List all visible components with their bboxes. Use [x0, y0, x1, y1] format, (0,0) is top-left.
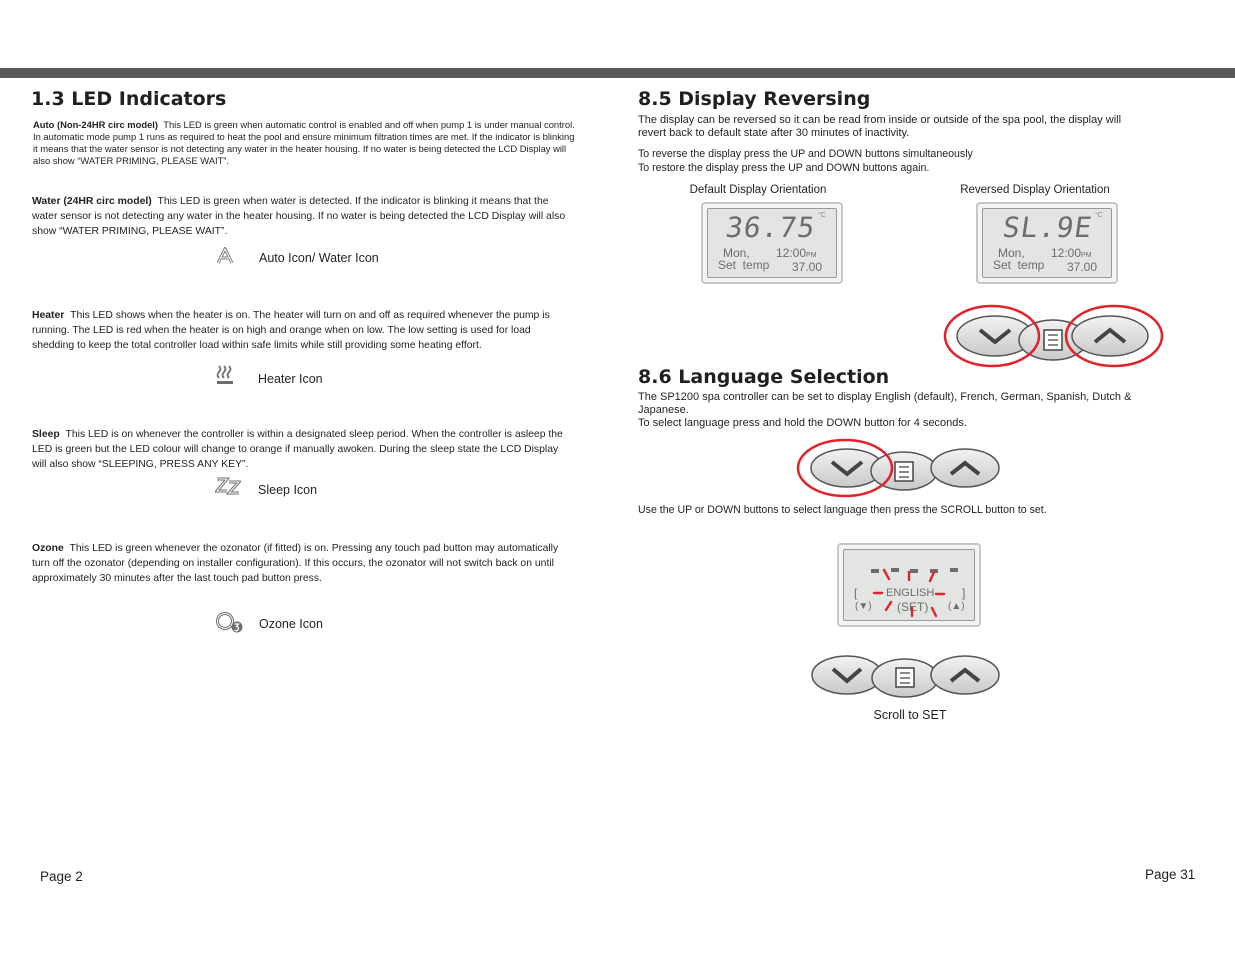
- auto-water-icon: [216, 247, 234, 265]
- heater-description: Heater This LED shows when the heater is on. The heater will turn on and off as required whenever the pump is running. The LED is red when the heater is on high and orange when on low. The low setting is used for load shedding to keep the total controller load within safe limits while still providing some heating effort.: [32, 310, 550, 351]
- header-bar: [0, 68, 1235, 78]
- lcd-language-down-hint: (▼): [855, 601, 872, 612]
- heater-icon-label: Heater Icon: [258, 372, 323, 386]
- sleep-icon: [215, 477, 241, 495]
- auto-heading: Auto (Non-24HR circ model): [33, 119, 159, 130]
- lcd-language-set-hint: (SET): [897, 600, 929, 614]
- heater-icon: [215, 364, 235, 386]
- down-button[interactable]: [812, 656, 882, 694]
- lcd-language-display: [837, 543, 981, 627]
- lcd-reversed-time: 12:00PM: [1051, 246, 1092, 260]
- up-button[interactable]: [931, 656, 999, 694]
- reversed-orientation-caption: Reversed Display Orientation: [960, 184, 1110, 196]
- lcd-default-big-digits: 36.75: [723, 211, 818, 244]
- default-orientation-caption: Default Display Orientation: [689, 184, 827, 196]
- lcd-default-time: 12:00PM: [776, 246, 817, 260]
- scroll-button[interactable]: [871, 452, 937, 490]
- page-number-left: Page 2: [40, 869, 83, 884]
- lcd-default-display: [701, 202, 843, 284]
- lcd-reversed-set-temp-label: Set temp: [993, 258, 1045, 272]
- lcd-language-name: ENGLISH: [886, 587, 935, 599]
- lcd-reversed-unit: °C: [1095, 212, 1103, 219]
- ozone-heading: Ozone: [32, 543, 64, 554]
- lcd-reversed-big-digits: SL.9E: [1000, 211, 1095, 244]
- scroll-button[interactable]: [872, 659, 938, 697]
- language-intro: The SP1200 spa controller can be set to display English (default), French, German, Spanish, Dutch & Japanese. To select language press and hold the DOWN button for 4 seconds.: [638, 391, 1132, 429]
- lcd-default-day: Mon,: [723, 246, 750, 260]
- ozone-description: Ozone This LED is green whenever the ozonator (if fitted) is on. Pressing any touch pad button may automatically turn off the ozonator (depending on installer configuration). If this occurs, the ozonator will not switch back on until approximately 30 minutes after the last touch pad button press.: [32, 543, 559, 584]
- up-button[interactable]: [1072, 316, 1148, 356]
- up-button[interactable]: [931, 449, 999, 487]
- lcd-default-set-temp-value: 37.00: [792, 260, 823, 274]
- reverse-intro: The display can be reversed so it can be read from inside or outside of the spa pool, the display will revert back to default state after 30 minutes of inactivity.: [638, 114, 1122, 139]
- sleep-icon-label: Sleep Icon: [258, 483, 318, 497]
- lcd-default-set-temp-label: Set temp: [718, 258, 770, 272]
- water-description: Water (24HR circ model) This LED is green when water is detected. If the indicator is blinking it means that the water sensor is not detecting any water in the heater housing. If no water is being detected the LCD Display will also show “WATER PRIMING, PLEASE WAIT”.: [32, 196, 566, 237]
- water-heading: Water (24HR circ model): [32, 196, 152, 207]
- keypad-language-hold-diagram: [795, 436, 1005, 500]
- section-title-led-indicators: 1.3 LED Indicators: [31, 88, 227, 110]
- keypad-scroll-diagram: [805, 650, 1005, 702]
- reverse-steps: To reverse the display press the UP and DOWN buttons simultaneously To restore the display press the UP and DOWN buttons again.: [638, 148, 973, 174]
- language-instruction: Use the UP or DOWN buttons to select language then press the SCROLL button to set.: [638, 504, 1047, 516]
- ozone-icon-label: Ozone Icon: [259, 617, 323, 631]
- scroll-to-set-caption: Scroll to SET: [873, 708, 947, 722]
- lcd-reversed-set-temp-value: 37.00: [1067, 260, 1098, 274]
- page-number-right: Page 31: [1145, 867, 1196, 882]
- lcd-language-right-bracket: ]: [962, 586, 966, 600]
- sleep-description: Sleep This LED is on whenever the controller is within a designated sleep period. When the controller is asleep the LED is green but the LED colour will change to orange if manually awoken. During the sleep state the LCD Display will also show “SLEEPING, PRESS ANY KEY”.: [32, 429, 563, 470]
- keypad-reverse-diagram: [940, 300, 1170, 372]
- auto-icon-label: Auto Icon/ Water Icon: [259, 251, 379, 265]
- heater-heading: Heater: [32, 310, 65, 321]
- lcd-reversed-day: Mon,: [998, 246, 1025, 260]
- lcd-reversed-display: [976, 202, 1118, 284]
- lcd-language-up-hint: (▲): [948, 601, 965, 612]
- sleep-heading: Sleep: [32, 429, 60, 440]
- auto-description: Auto (Non-24HR circ model) This LED is green when automatic control is enabled and off when pump 1 is under manual control. In automatic mode pump 1 runs as required to heat the pool and ensure minimum filtration times are met. If the indicator is blinking it means that the water sensor is not detecting any water in the heater housing. If no water is being detected the LCD Display will also show “WATER PRIMING, PLEASE WAIT”.: [33, 119, 575, 166]
- section-title-display-reversing: 8.5 Display Reversing: [638, 88, 871, 110]
- ozone-icon: [215, 611, 245, 635]
- lcd-language-left-bracket: [: [854, 586, 858, 600]
- lcd-default-unit: °C: [818, 212, 826, 219]
- section-title-language-selection: 8.6 Language Selection: [638, 366, 890, 388]
